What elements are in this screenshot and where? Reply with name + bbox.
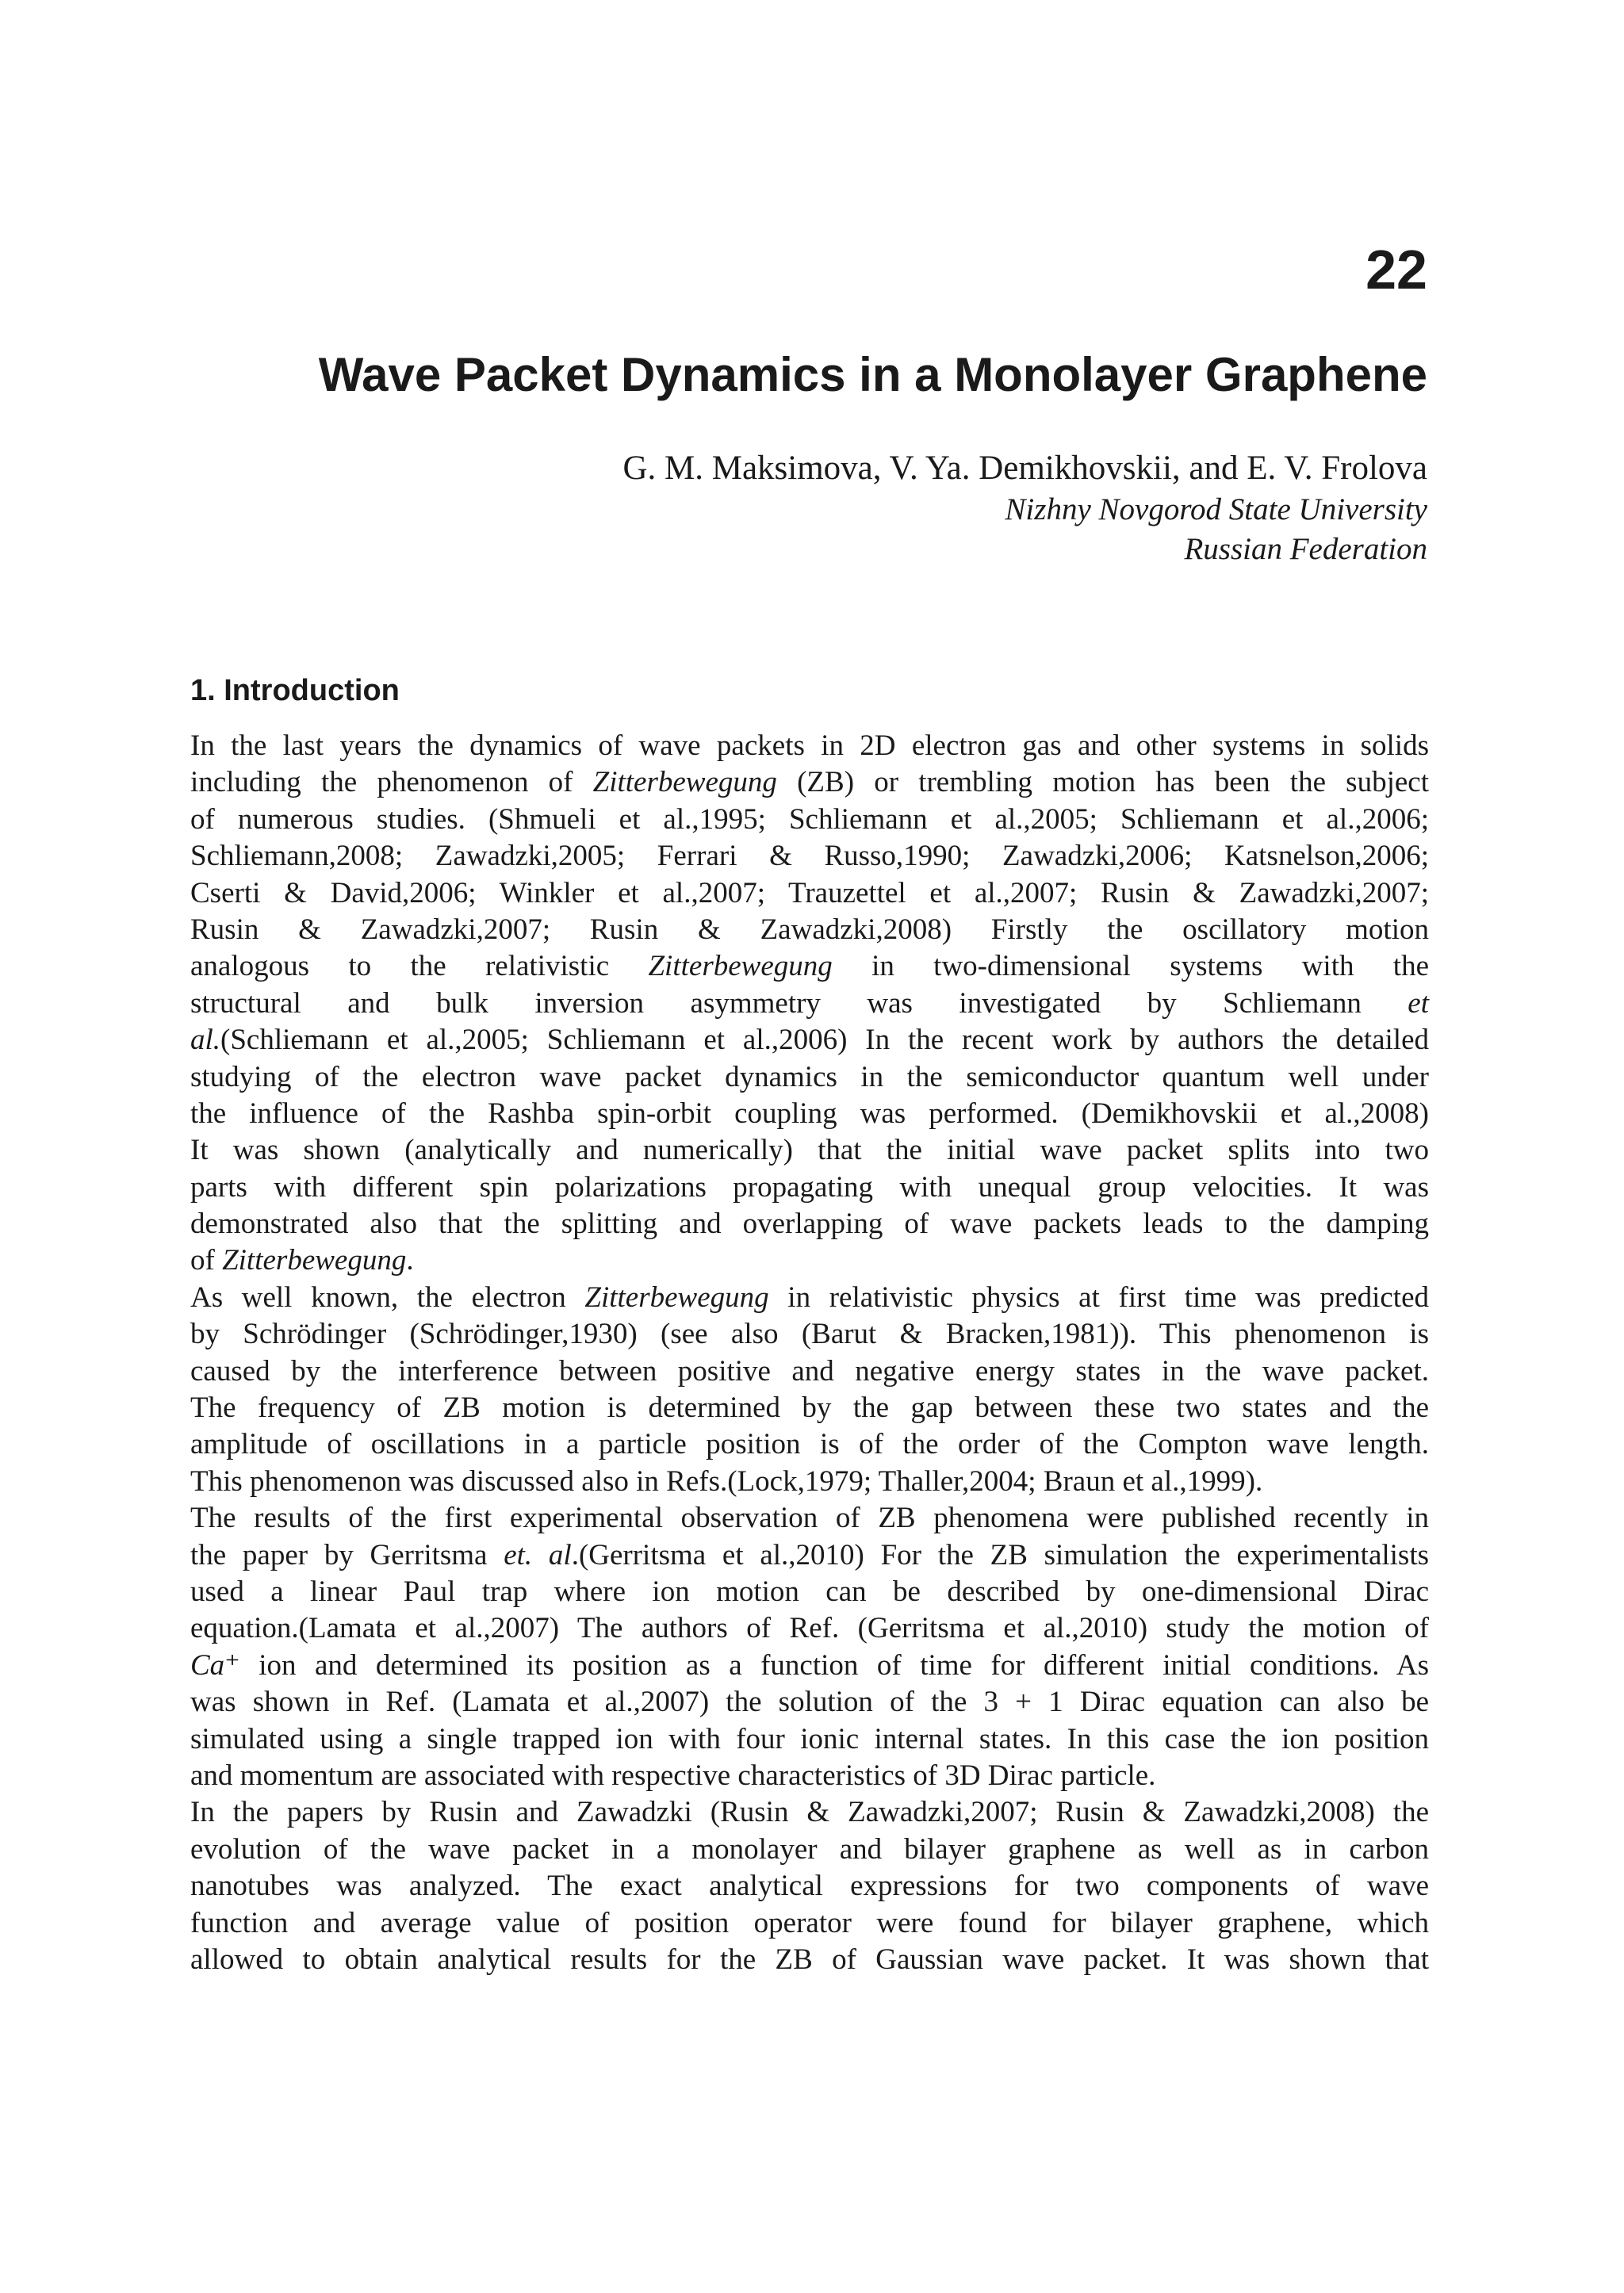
body-line: and momentum are associated with respective characteristics of 3D Dirac particle.	[190, 1759, 1156, 1792]
body-line: simulated using a single trapped ion with four ionic internal states. In this case the ion position	[190, 1722, 1429, 1755]
body-line: allowed to obtain analytical results for the ZB of Gaussian wave packet. It was shown that	[190, 1943, 1429, 1976]
chapter-title: Wave Packet Dynamics in a Monolayer Graphene	[318, 348, 1427, 401]
body-line: the influence of the Rashba spin-orbit coupling was performed. (Demikhovskii et al.,2008)	[190, 1097, 1429, 1130]
body-line: al.(Schliemann et al.,2005; Schliemann et al.,2006) In the recent work by authors the detailed	[190, 1024, 1429, 1057]
body-line: In the papers by Rusin and Zawadzki (Rusin & Zawadzki,2007; Rusin & Zawadzki,2008) the	[190, 1796, 1429, 1829]
body-line: structural and bulk inversion asymmetry was investigated by Schliemann et	[190, 986, 1429, 1020]
body-line: Rusin & Zawadzki,2007; Rusin & Zawadzki,2008) Firstly the oscillatory motion	[190, 913, 1429, 946]
body-line: the paper by Gerritsma et. al.(Gerritsma et al.,2010) For the ZB simulation the experimentalists	[190, 1538, 1429, 1571]
body-line: parts with different spin polarizations propagating with unequal group velocities. It was	[190, 1170, 1429, 1204]
body-line: analogous to the relativistic Zitterbewegung in two-dimensional systems with the	[190, 950, 1430, 983]
body-line: was shown in Ref. (Lamata et al.,2007) the solution of the 3 + 1 Dirac equation can also be	[190, 1686, 1429, 1719]
body-line: function and average value of position operator were found for bilayer graphene, which	[190, 1906, 1429, 1939]
body-line: Cserti & David,2006; Winkler et al.,2007; Trauzettel et al.,2007; Rusin & Zawadzki,2007;	[190, 876, 1429, 909]
affiliation-country: Russian Federation	[1184, 532, 1427, 566]
body-line: Ca⁺ ion and determined its position as a function of time for different initial conditions. As	[190, 1648, 1429, 1682]
body-line: evolution of the wave packet in a monolayer and bilayer graphene as well as in carbon	[190, 1832, 1429, 1866]
body-line: of Zitterbewegung.	[190, 1244, 414, 1277]
body-line: The frequency of ZB motion is determined by the gap between these two states and the	[190, 1391, 1429, 1425]
body-line: In the last years the dynamics of wave packets in 2D electron gas and other systems in solids	[190, 729, 1429, 762]
body-line: by Schrödinger (Schrödinger,1930) (see also (Barut & Bracken,1981)). This phenomenon is	[190, 1318, 1429, 1351]
body-text	[190, 728, 1429, 1978]
body-line: This phenomenon was discussed also in Refs.(Lock,1979; Thaller,2004; Braun et al.,1999).	[190, 1464, 1263, 1498]
author-list: G. M. Maksimova, V. Ya. Demikhovskii, and E. V. Frolova	[622, 450, 1427, 487]
affiliation-university: Nizhny Novgorod State University	[1005, 492, 1427, 526]
body-line: amplitude of oscillations in a particle position is of the order of the Compton wave length.	[190, 1428, 1429, 1461]
body-line: caused by the interference between positive and negative energy states in the wave packet.	[190, 1354, 1429, 1388]
body-line: used a linear Paul trap where ion motion can be described by one-dimensional Dirac	[190, 1575, 1429, 1608]
chapter-number: 22	[1365, 239, 1427, 301]
body-line: including the phenomenon of Zitterbewegung (ZB) or trembling motion has been the subject	[190, 766, 1429, 799]
body-line: nanotubes was analyzed. The exact analytical expressions for two components of wave	[190, 1870, 1429, 1903]
body-line: of numerous studies. (Shmueli et al.,1995; Schliemann et al.,2005; Schliemann et al.,2006;	[190, 802, 1429, 836]
body-line: As well known, the electron Zitterbewegung in relativistic physics at first time was predicted	[190, 1280, 1429, 1314]
body-line: The results of the first experimental observation of ZB phenomena were published recently in	[190, 1502, 1429, 1535]
body-line: Schliemann,2008; Zawadzki,2005; Ferrari & Russo,1990; Zawadzki,2006; Katsnelson,2006;	[190, 840, 1429, 873]
body-line: studying of the electron wave packet dynamics in the semiconductor quantum well under	[190, 1060, 1429, 1093]
body-line: equation.(Lamata et al.,2007) The authors of Ref. (Gerritsma et al.,2010) study the motion of	[190, 1612, 1429, 1645]
body-line: demonstrated also that the splitting and overlapping of wave packets leads to the damping	[190, 1208, 1429, 1241]
section-heading: 1. Introduction	[190, 674, 400, 707]
body-line: It was shown (analytically and numerically) that the initial wave packet splits into two	[190, 1134, 1429, 1167]
